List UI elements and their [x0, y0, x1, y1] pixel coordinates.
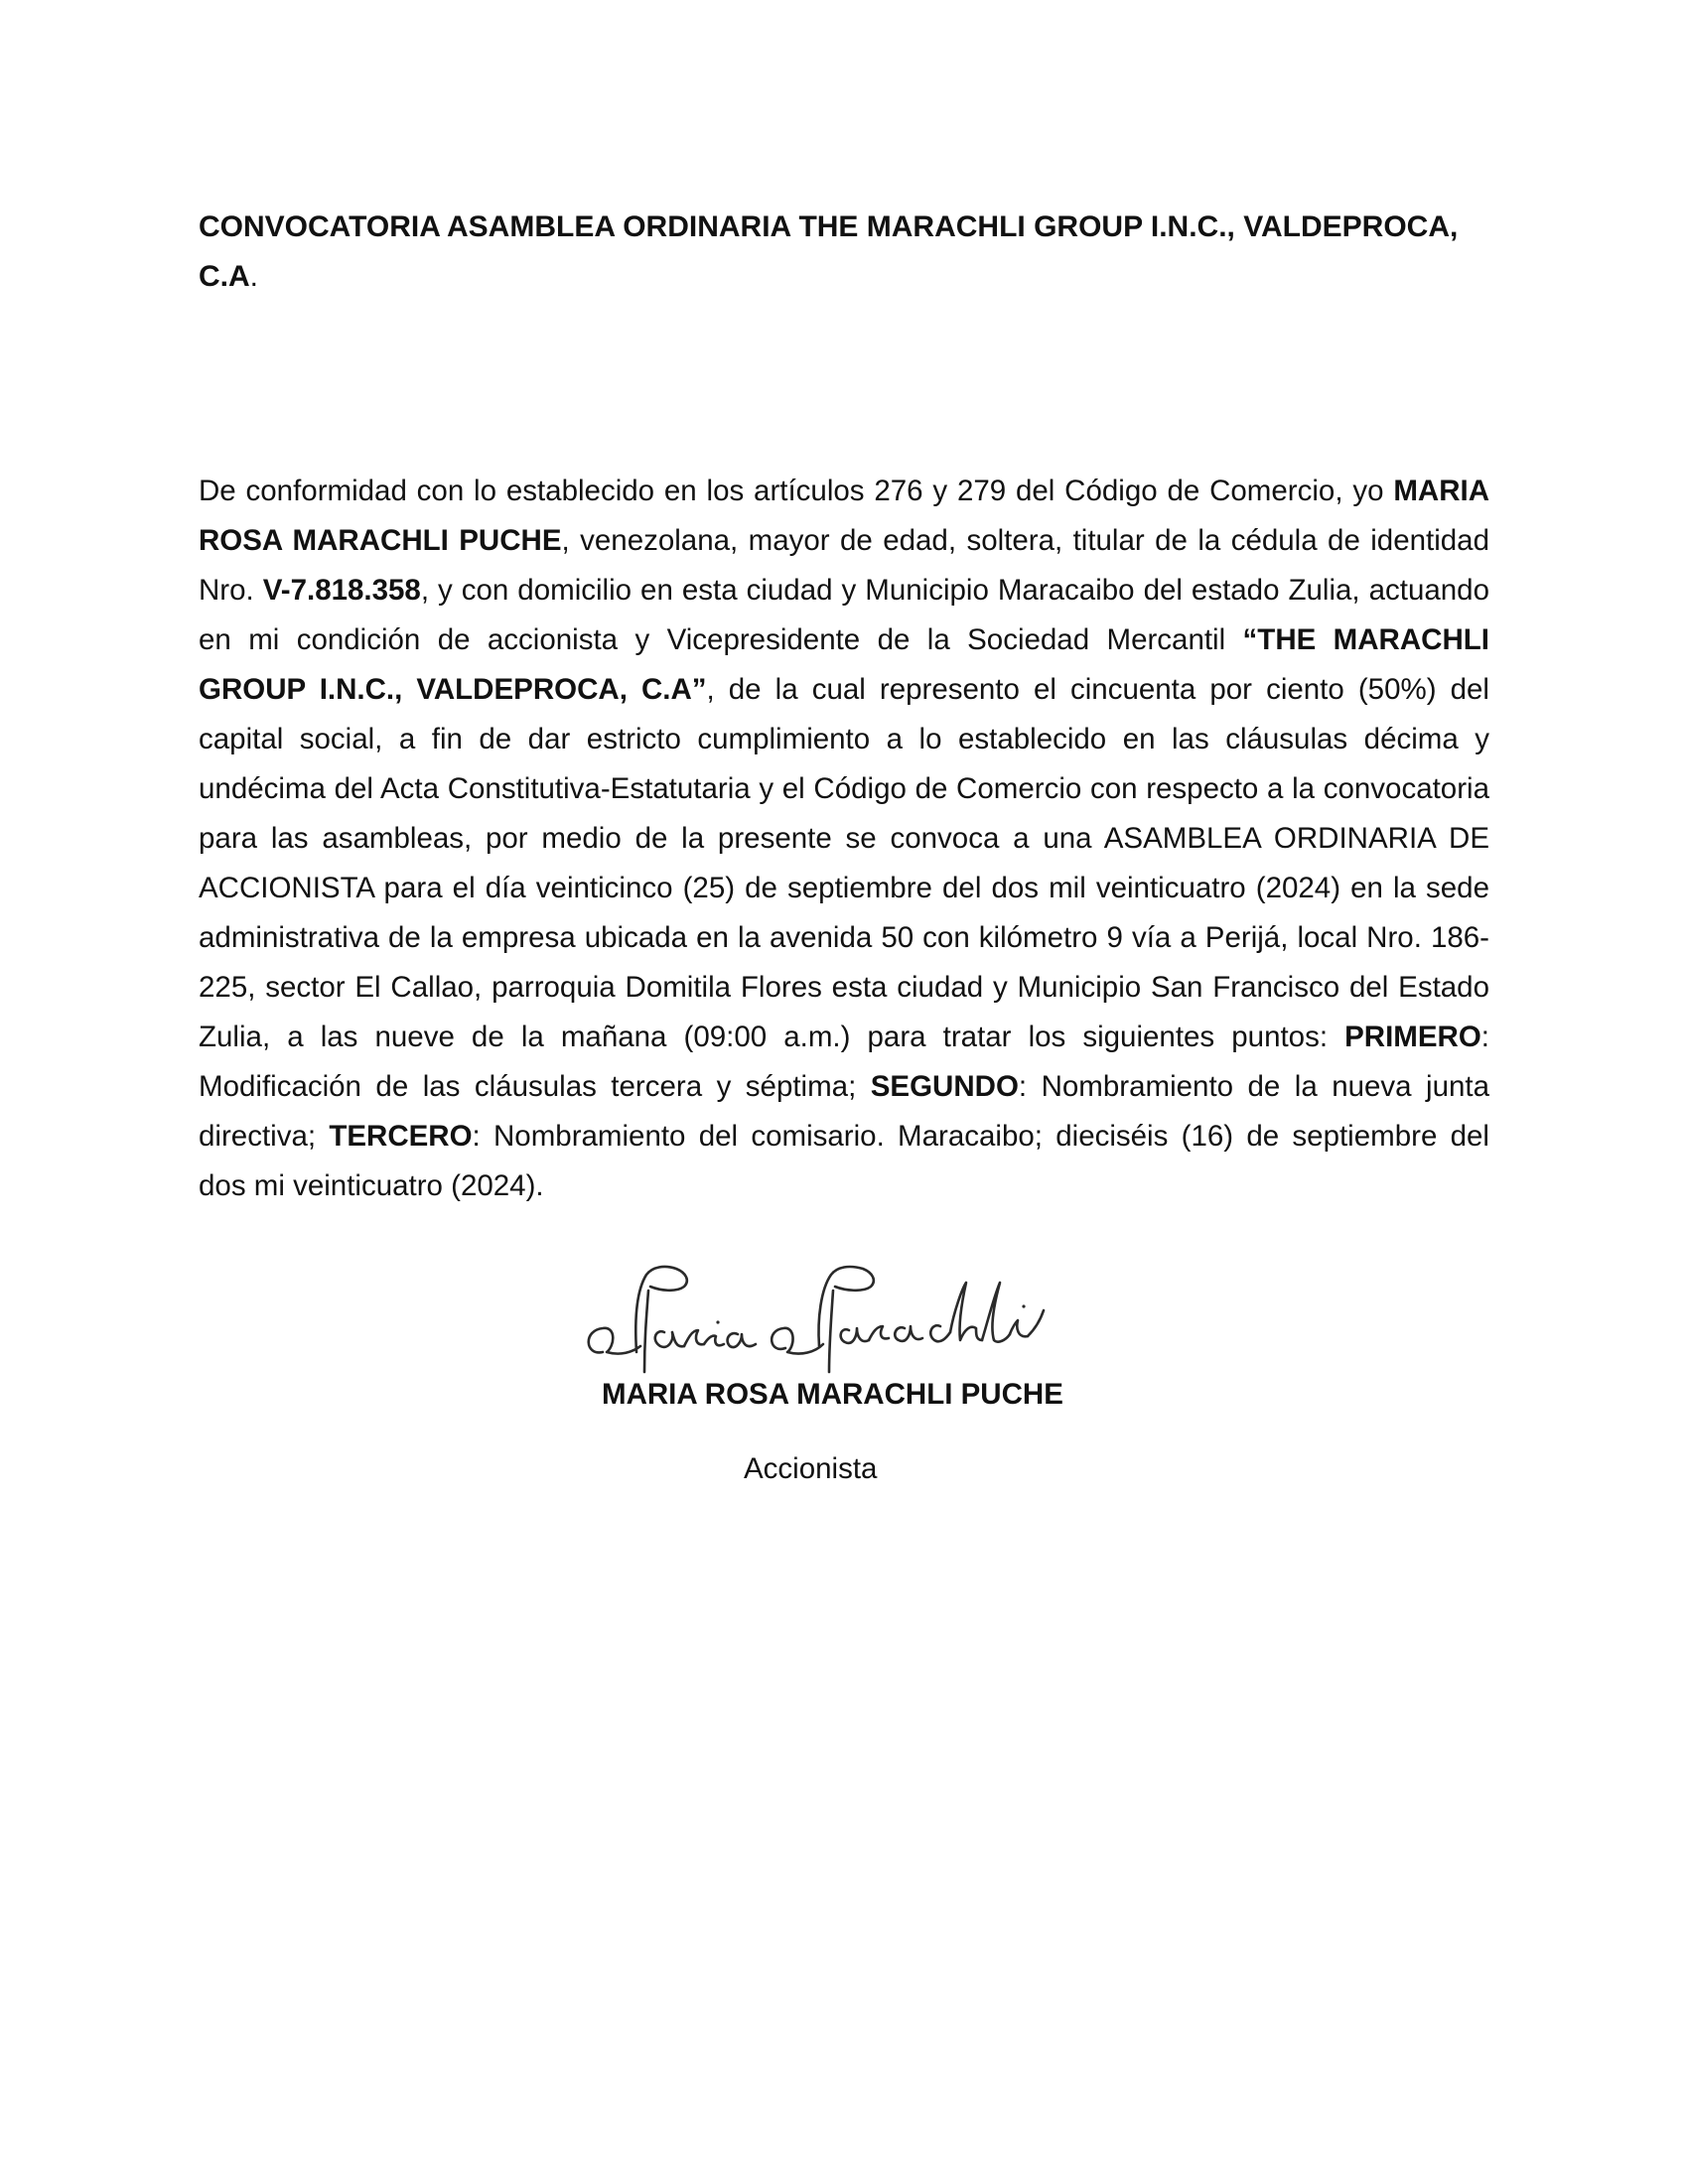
signer-role: Accionista [744, 1452, 878, 1485]
agenda-point-3-text: : Nombramiento del comisario. Maracaibo; dieciséis (16) de septiembre del dos mi veinticuatro (2024). [199, 1120, 1489, 1202]
document-title-text: CONVOCATORIA ASAMBLEA ORDINARIA THE MARACHLI GROUP I.N.C., VALDEPROCA, C.A [199, 210, 1459, 293]
body-domicile: , y con domicilio en esta ciudad y Municipio Maracaibo del estado Zulia, actuando en mi condición de accionista y Vicepresidente de la Sociedad Mercantil [199, 574, 1489, 656]
body-identity: , venezolana, mayor de edad, soltera, titular de la cédula de identidad Nro. [199, 524, 1489, 607]
signer-name: MARIA ROSA MARACHLI PUCHE [602, 1378, 1063, 1411]
body-convocation: , de la cual represento el cincuenta por ciento (50%) del capital social, a fin de dar estricto cumplimiento a lo establecido en las cláusulas décima y undécima del Acta Constitutiva-Estatutaria y el Código de Comercio con respecto a la convocatoria para las asambleas, por medio de la presente se convoca a una ASAMBLEA ORDINARIA DE ACCIONISTA para el día veinticinco (25) de septiembre del dos mil veinticuatro (2024) en la sede administrativa de la empresa ubicada en la avenida 50 con kilómetro 9 vía a Perijá, local Nro. 186-225, sector El Callao, parroquia Domitila Flores esta ciudad y Municipio San Francisco del Estado Zulia, a las nueve de la mañana (09:00 a.m.) para tratar los siguientes puntos: [199, 673, 1489, 1053]
agenda-point-3-label: TERCERO [329, 1120, 473, 1153]
body-intro: De conformidad con lo establecido en los artículos 276 y 279 del Código de Comercio, yo [199, 475, 1394, 507]
document-title [199, 203, 1489, 302]
convocation-body [199, 467, 1489, 1211]
handwritten-signature [581, 1261, 1057, 1380]
id-number: V-7.818.358 [262, 574, 421, 607]
company-name: “THE MARACHLI GROUP I.N.C., VALDEPROCA, C.A” [199, 623, 1489, 706]
agenda-point-2-text: : Nombramiento de la nueva junta directiva; [199, 1070, 1489, 1153]
shareholder-name: MARIA ROSA MARACHLI PUCHE [199, 475, 1489, 557]
agenda-point-1-label: PRIMERO [1344, 1021, 1481, 1053]
agenda-point-2-label: SEGUNDO [870, 1070, 1019, 1103]
agenda-point-1-text: : Modificación de las cláusulas tercera y séptima; [199, 1021, 1489, 1103]
document-title-period: . [249, 260, 259, 293]
